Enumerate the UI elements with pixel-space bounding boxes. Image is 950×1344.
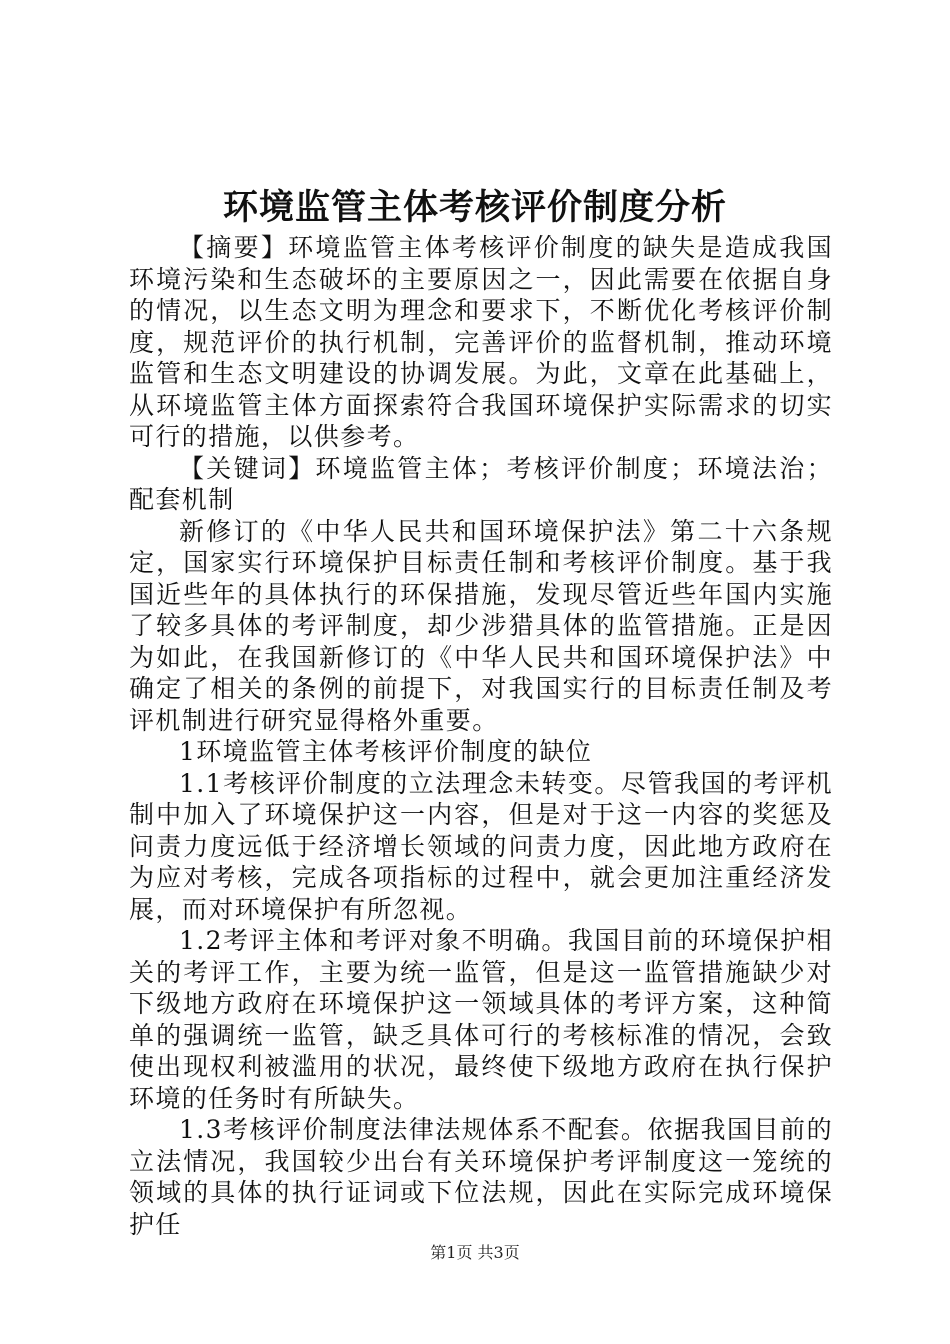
page-footer: 第1页 共3页 (430, 1243, 520, 1262)
section-paragraph-1-3: 1.3考核评价制度法律法规体系不配套。依据我国目前的立法情况，我国较少出台有关环境保护考评制度这一笼统的领域的具体的执行证词或下位法规，因此在实际完成环境保护任 (129, 1115, 833, 1239)
section-paragraph-1-2: 1.2考评主体和考评对象不明确。我国目前的环境保护相关的考评工作，主要为统一监管，但是这一监管措施缺少对下级地方政府在环境保护这一领域具体的考评方案，这种简单的强调统一监管，缺乏具体可行的考核标准的情况，会致使出现权利被滥用的状况，最终使下级地方政府在执行保护环境的任务时有所缺失。 (129, 926, 833, 1113)
document-body (129, 232, 833, 1240)
document-title: 环境监管主体考核评价制度分析 (222, 188, 727, 228)
intro-paragraph: 新修订的《中华人民共和国环境保护法》第二十六条规定，国家实行环境保护目标责任制和考核评价制度。基于我国近些年的具体执行的环保措施，发现尽管近些年国内实施了较多具体的考评制度，却少涉猎具体的监管措施。正是因为如此，在我国新修订的《中华人民共和国环境保护法》中确定了相关的条例的前提下，对我国实行的目标责任制及考评机制进行研究显得格外重要。 (129, 516, 833, 735)
abstract-paragraph: 【摘要】环境监管主体考核评价制度的缺失是造成我国环境污染和生态破坏的主要原因之一，因此需要在依据自身的情况，以生态文明为理念和要求下，不断优化考核评价制度，规范评价的执行机制，完善评价的监督机制，推动环境监管和生态文明建设的协调发展。为此，文章在此基础上，从环境监管主体方面探索符合我国环境保护实际需求的切实可行的措施，以供参考。 (129, 233, 833, 451)
section-paragraph-1-1: 1.1考核评价制度的立法理念未转变。尽管我国的考评机制中加入了环境保护这一内容，但是对于这一内容的奖惩及问责力度远低于经济增长领域的问责力度，因此地方政府在为应对考核，完成各项指标的过程中，就会更加注重经济发展，而对环境保护有所忽视。 (129, 768, 833, 924)
section-heading: 1环境监管主体考核评价制度的缺位 (179, 737, 593, 766)
keywords-paragraph: 【关键词】环境监管主体；考核评价制度；环境法治；配套机制 (129, 453, 833, 514)
